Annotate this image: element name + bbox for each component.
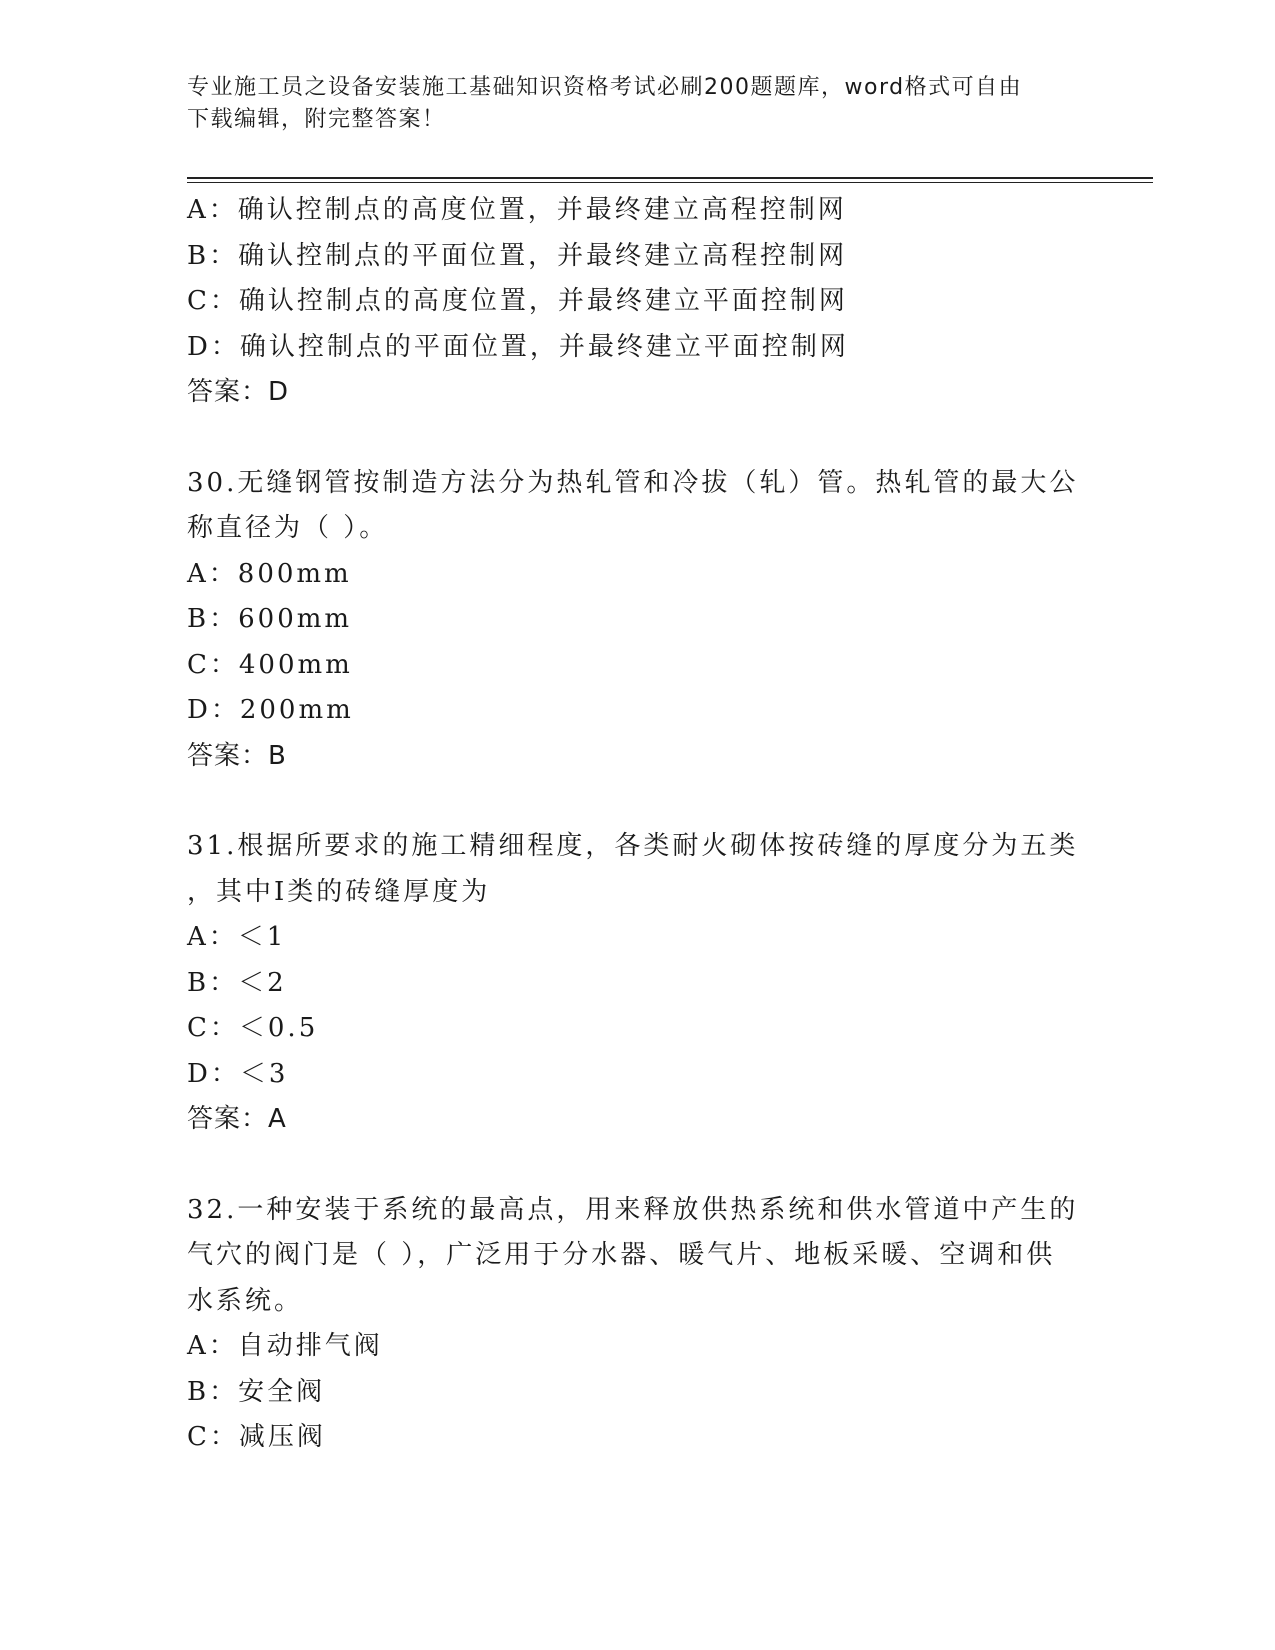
question-stem-line-1: 30.无缝钢管按制造方法分为热轧管和冷拔（轧）管。热轧管的最大公 [187, 467, 1079, 498]
option-a: A：确认控制点的高度位置，并最终建立高程控制网 [187, 195, 847, 225]
question-stem-line-2: ，其中Ⅰ类的砖缝厚度为 [187, 876, 491, 907]
header-line-2: 下载编辑，附完整答案！ [187, 107, 446, 132]
question-29 [187, 188, 1087, 416]
option-b: B：600mm [187, 604, 353, 634]
question-content [187, 188, 1087, 1461]
option-c: C：＜0.5 [187, 1013, 319, 1043]
question-stem-line-1: 32.一种安装于系统的最高点，用来释放供热系统和供水管道中产生的 [187, 1194, 1079, 1225]
option-d: D：200mm [187, 695, 354, 725]
option-d: D：确认控制点的平面位置，并最终建立平面控制网 [187, 331, 849, 362]
option-b: B：确认控制点的平面位置，并最终建立高程控制网 [187, 240, 848, 271]
question-31 [187, 824, 1087, 1143]
header-divider-thick [187, 177, 1153, 179]
document-header [187, 72, 1067, 136]
option-b: B：＜2 [187, 967, 287, 998]
answer: 答案：A [187, 1104, 287, 1134]
option-b: B：安全阀 [187, 1376, 326, 1407]
option-d: D：＜3 [187, 1058, 289, 1089]
answer: 答案：B [187, 740, 287, 771]
header-divider-thin [187, 182, 1153, 183]
answer: 答案：D [187, 377, 290, 407]
question-32 [187, 1188, 1087, 1461]
option-c: C：减压阀 [187, 1422, 326, 1452]
question-30 [187, 461, 1087, 780]
option-a: A：800mm [187, 558, 352, 589]
question-stem-line-2: 称直径为（ ）。 [187, 513, 389, 543]
question-stem-line-1: 31.根据所要求的施工精细程度，各类耐火砌体按砖缝的厚度分为五类 [187, 831, 1079, 861]
option-a: A：＜1 [187, 922, 287, 952]
option-a: A：自动排气阀 [187, 1331, 383, 1361]
question-stem-line-3: 水系统。 [187, 1285, 304, 1316]
header-line-1: 专业施工员之设备安装施工基础知识资格考试必刷200题题库，word格式可自由 [187, 75, 1023, 100]
question-stem-line-2: 气穴的阀门是（ ），广泛用于分水器、暖气片、地板采暖、空调和供 [187, 1240, 1056, 1270]
option-c: C：400mm [187, 649, 353, 680]
option-c: C：确认控制点的高度位置，并最终建立平面控制网 [187, 286, 848, 316]
